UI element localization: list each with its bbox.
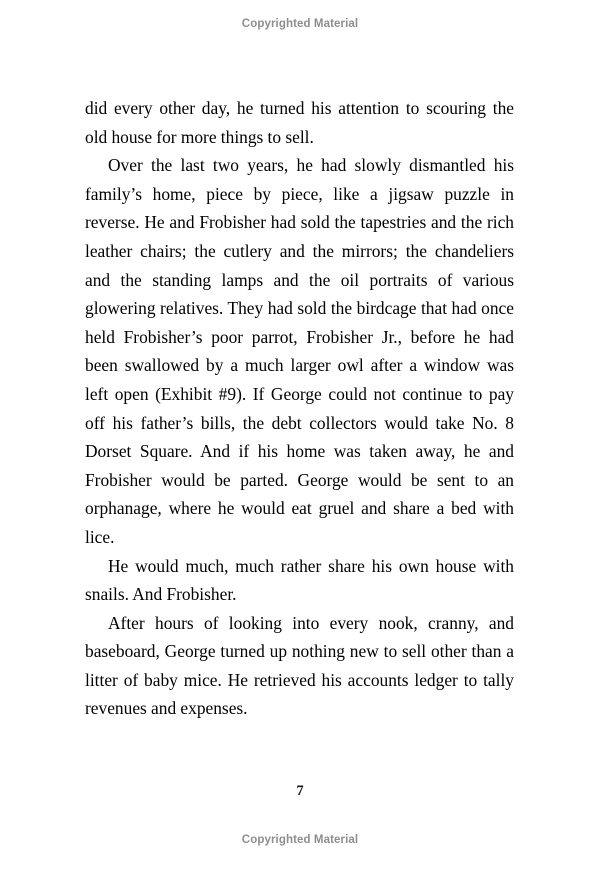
body-paragraph: He would much, much rather share his own house with snails. And Frobisher. xyxy=(85,555,514,605)
page-number: 7 xyxy=(296,783,304,799)
copyright-watermark-top: Copyrighted Material xyxy=(241,18,359,30)
copyright-watermark-bottom: Copyrighted Material xyxy=(241,834,359,846)
body-paragraph: After hours of looking into every nook, cranny, and baseboard, George turned up nothing new to sell other than a litter of baby mice. He retrieved his accounts ledger to tally revenues and expenses. xyxy=(85,612,514,719)
page-text-block xyxy=(85,94,514,723)
body-paragraph: Over the last two years, he had slowly dismantled his family’s home, piece by piece, like a jigsaw puzzle in reverse. He and Frobisher had sold the tapestries and the rich leather chairs; the cutlery and the mirrors; the chandeliers and the standing lamps and the oil portraits of various glowering relatives. They had sold the birdcage that had once held Frobisher’s poor parrot, Frobisher Jr., before he had been swallowed by a much larger owl after a window was left open (Exhibit #9). If George could not continue to pay off his father’s bills, the debt collectors would take No. 8 Dorset Square. And if his home was taken away, he and Frobisher would be parted. George would be sent to an orphanage, where he would eat gruel and share a bed with lice. xyxy=(85,155,514,547)
body-paragraph: did every other day, he turned his attention to scouring the old house for more things to sell. xyxy=(85,98,514,147)
